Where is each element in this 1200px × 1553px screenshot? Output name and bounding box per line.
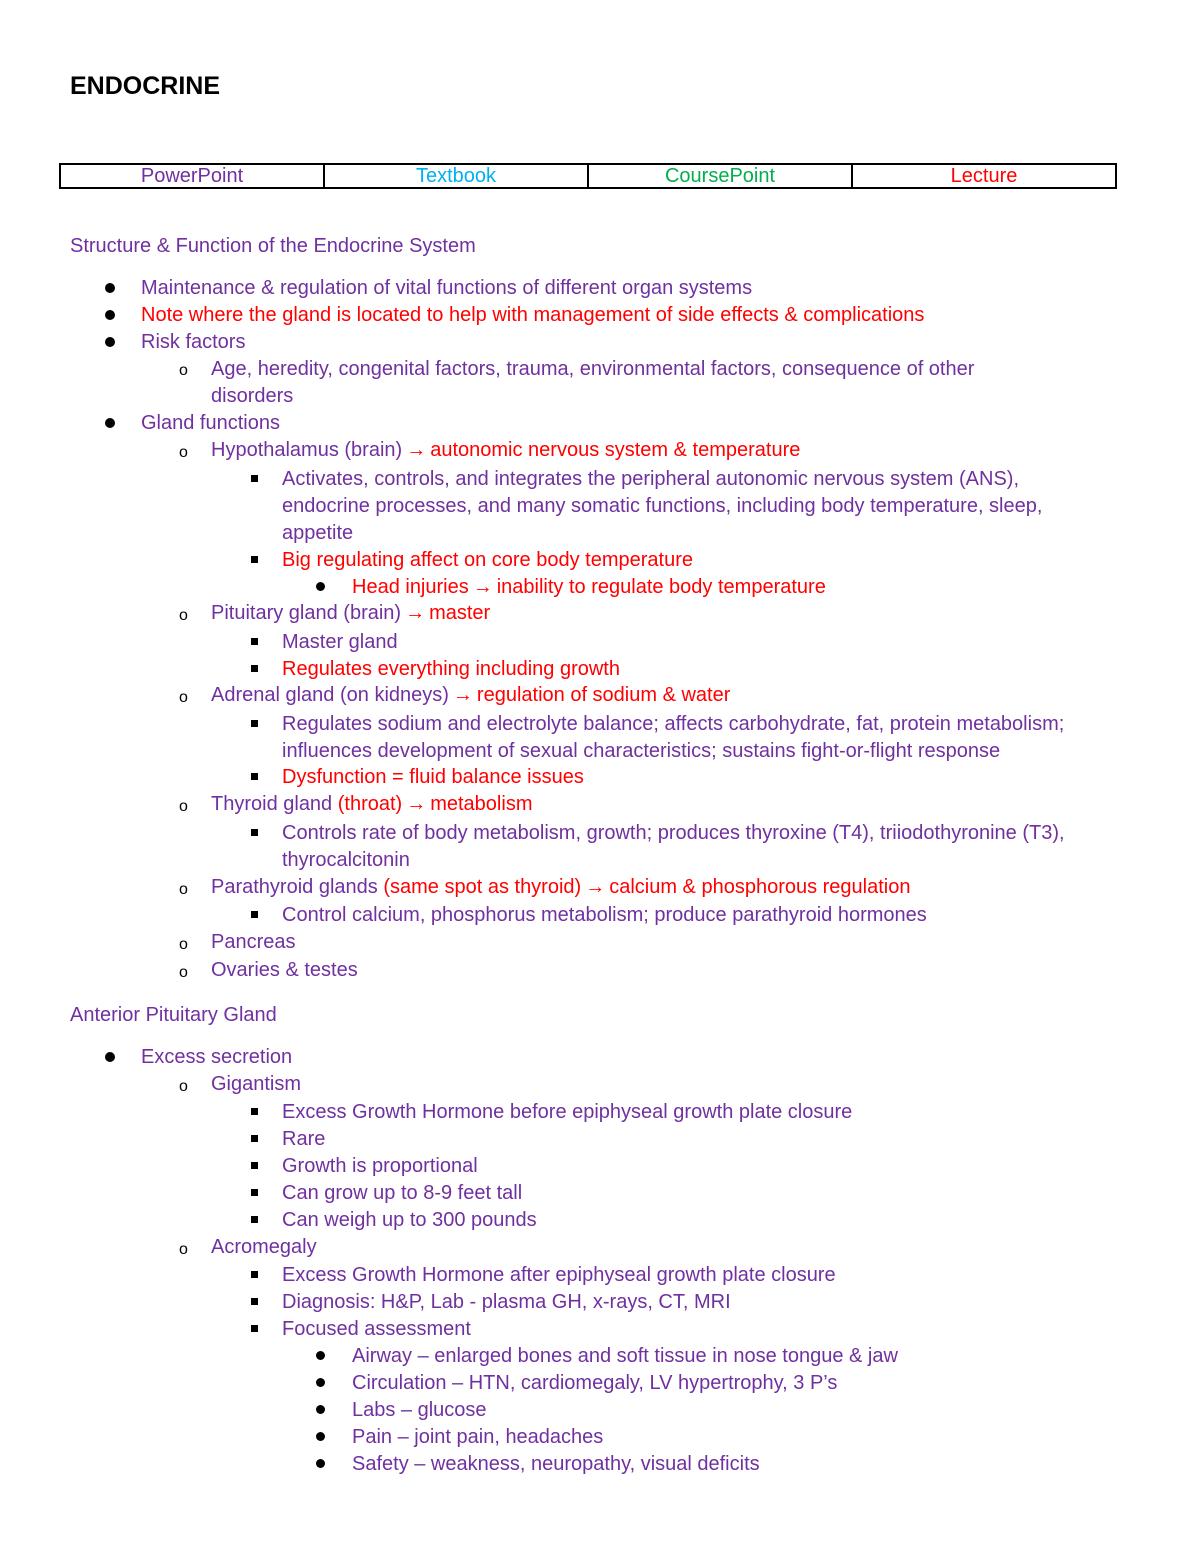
document-title: ENDOCRINE <box>70 72 221 100</box>
list-item-continuation: endocrine processes, and many somatic functions, including body temperature, sleep, <box>282 495 1043 517</box>
list-item: Dysfunction = fluid balance issues <box>282 766 584 788</box>
bullet-circle: o <box>179 1078 188 1095</box>
bullet-dot <box>316 1432 325 1441</box>
bullet-dot <box>105 283 115 293</box>
bullet-circle: o <box>179 444 188 461</box>
list-item: Labs – glucose <box>352 1399 487 1421</box>
gland-summary: metabolism <box>430 793 533 815</box>
bullet-square <box>251 665 258 672</box>
list-item-hypothalamus <box>211 438 800 462</box>
list-item-continuation: influences development of sexual characteristics; sustains fight-or-flight response <box>282 740 1001 762</box>
bullet-circle: o <box>179 689 188 706</box>
bullet-dot <box>105 1052 115 1062</box>
bullet-square <box>251 556 258 563</box>
bullet-square <box>251 1162 258 1169</box>
list-item: Pancreas <box>211 931 296 953</box>
arrow-icon: → <box>406 793 427 815</box>
list-item: Gland functions <box>141 412 280 434</box>
arrow-icon: → <box>406 439 427 461</box>
item-text: inability to regulate body temperature <box>496 576 826 598</box>
arrow-icon: → <box>472 576 493 598</box>
bullet-dot <box>316 1378 325 1387</box>
bullet-square <box>251 773 258 780</box>
bullet-circle: o <box>179 1241 188 1258</box>
list-item: Control calcium, phosphorus metabolism; produce parathyroid hormones <box>282 904 927 926</box>
list-item: Acromegaly <box>211 1236 317 1258</box>
gland-label: Adrenal gland (on kidneys) <box>211 684 449 706</box>
bullet-dot <box>105 310 115 320</box>
list-item: Controls rate of body metabolism, growth; produces thyroxine (T4), triiodothyronine (T3), <box>282 822 1065 844</box>
bullet-circle: o <box>179 362 188 379</box>
gland-location: (same spot as thyroid) <box>383 876 582 898</box>
list-item: Can weigh up to 300 pounds <box>282 1209 537 1231</box>
bullet-dot <box>105 418 115 428</box>
list-item: Regulates sodium and electrolyte balance; affects carbohydrate, fat, protein metabolism; <box>282 713 1065 735</box>
list-item-continuation: disorders <box>211 385 294 407</box>
list-item-adrenal <box>211 683 730 707</box>
legend-textbook: Textbook <box>323 165 587 187</box>
list-item: Can grow up to 8-9 feet tall <box>282 1182 523 1204</box>
bullet-square <box>251 1189 258 1196</box>
gland-summary: autonomic nervous system & temperature <box>430 439 801 461</box>
legend-powerpoint: PowerPoint <box>140 165 244 187</box>
list-item: Activates, controls, and integrates the peripheral autonomic nervous system (ANS), <box>282 468 1020 490</box>
arrow-icon: → <box>452 684 473 706</box>
list-item: Big regulating affect on core body temperature <box>282 549 693 571</box>
list-item-pituitary <box>211 601 490 625</box>
bullet-square <box>251 1135 258 1142</box>
list-item: Note where the gland is located to help with management of side effects & complications <box>141 304 925 326</box>
gland-label: Thyroid gland <box>211 793 333 815</box>
bullet-square <box>251 1216 258 1223</box>
bullet-square <box>251 475 258 482</box>
list-item: Safety – weakness, neuropathy, visual deficits <box>352 1453 760 1475</box>
bullet-dot <box>316 1351 325 1360</box>
list-item: Rare <box>282 1128 326 1150</box>
list-item: Excess secretion <box>141 1046 293 1068</box>
bullet-circle: o <box>179 936 188 953</box>
list-item-parathyroid <box>211 875 911 899</box>
list-item-continuation: thyrocalcitonin <box>282 849 410 871</box>
gland-summary: calcium & phosphorous regulation <box>609 876 911 898</box>
bullet-square <box>251 829 258 836</box>
list-item: Excess Growth Hormone after epiphyseal growth plate closure <box>282 1264 836 1286</box>
list-item <box>352 575 826 599</box>
list-item: Gigantism <box>211 1073 302 1095</box>
legend-coursepoint: CoursePoint <box>587 165 851 187</box>
item-text: Head injuries <box>352 576 469 598</box>
bullet-dot <box>316 1459 325 1468</box>
bullet-circle: o <box>179 964 188 981</box>
gland-summary: regulation of sodium & water <box>476 684 731 706</box>
list-item-continuation: appetite <box>282 522 354 544</box>
bullet-square <box>251 638 258 645</box>
legend-lecture: Lecture <box>851 165 1115 187</box>
color-legend <box>59 163 1117 189</box>
bullet-dot <box>316 582 325 591</box>
list-item: Master gland <box>282 631 398 653</box>
gland-label: Hypothalamus (brain) <box>211 439 403 461</box>
bullet-dot <box>105 337 115 347</box>
list-item: Focused assessment <box>282 1318 471 1340</box>
list-item: Diagnosis: H&P, Lab - plasma GH, x-rays, CT, MRI <box>282 1291 731 1313</box>
bullet-circle: o <box>179 881 188 898</box>
list-item: Growth is proportional <box>282 1155 478 1177</box>
arrow-icon: → <box>585 876 606 898</box>
bullet-circle: o <box>179 607 188 624</box>
bullet-square <box>251 911 258 918</box>
bullet-square <box>251 720 258 727</box>
list-item-thyroid <box>211 792 532 816</box>
list-item: Age, heredity, congenital factors, trauma, environmental factors, consequence of other <box>211 358 975 380</box>
list-item: Pain – joint pain, headaches <box>352 1426 604 1448</box>
arrow-icon: → <box>405 602 426 624</box>
gland-location: (throat) <box>337 793 403 815</box>
bullet-square <box>251 1271 258 1278</box>
section-heading: Structure & Function of the Endocrine System <box>70 235 476 257</box>
list-item: Risk factors <box>141 331 246 353</box>
bullet-square <box>251 1325 258 1332</box>
list-item: Excess Growth Hormone before epiphyseal growth plate closure <box>282 1101 853 1123</box>
gland-summary: master <box>429 602 491 624</box>
gland-label: Pituitary gland (brain) <box>211 602 402 624</box>
list-item: Ovaries & testes <box>211 959 358 981</box>
bullet-square <box>251 1298 258 1305</box>
list-item: Regulates everything including growth <box>282 658 620 680</box>
list-item: Airway – enlarged bones and soft tissue in nose tongue & jaw <box>352 1345 898 1367</box>
list-item: Circulation – HTN, cardiomegaly, LV hypertrophy, 3 P’s <box>352 1372 838 1394</box>
bullet-square <box>251 1108 258 1115</box>
list-item: Maintenance & regulation of vital functions of different organ systems <box>141 277 753 299</box>
gland-label: Parathyroid glands <box>211 876 378 898</box>
bullet-dot <box>316 1405 325 1414</box>
section-heading: Anterior Pituitary Gland <box>70 1004 277 1026</box>
bullet-circle: o <box>179 798 188 815</box>
